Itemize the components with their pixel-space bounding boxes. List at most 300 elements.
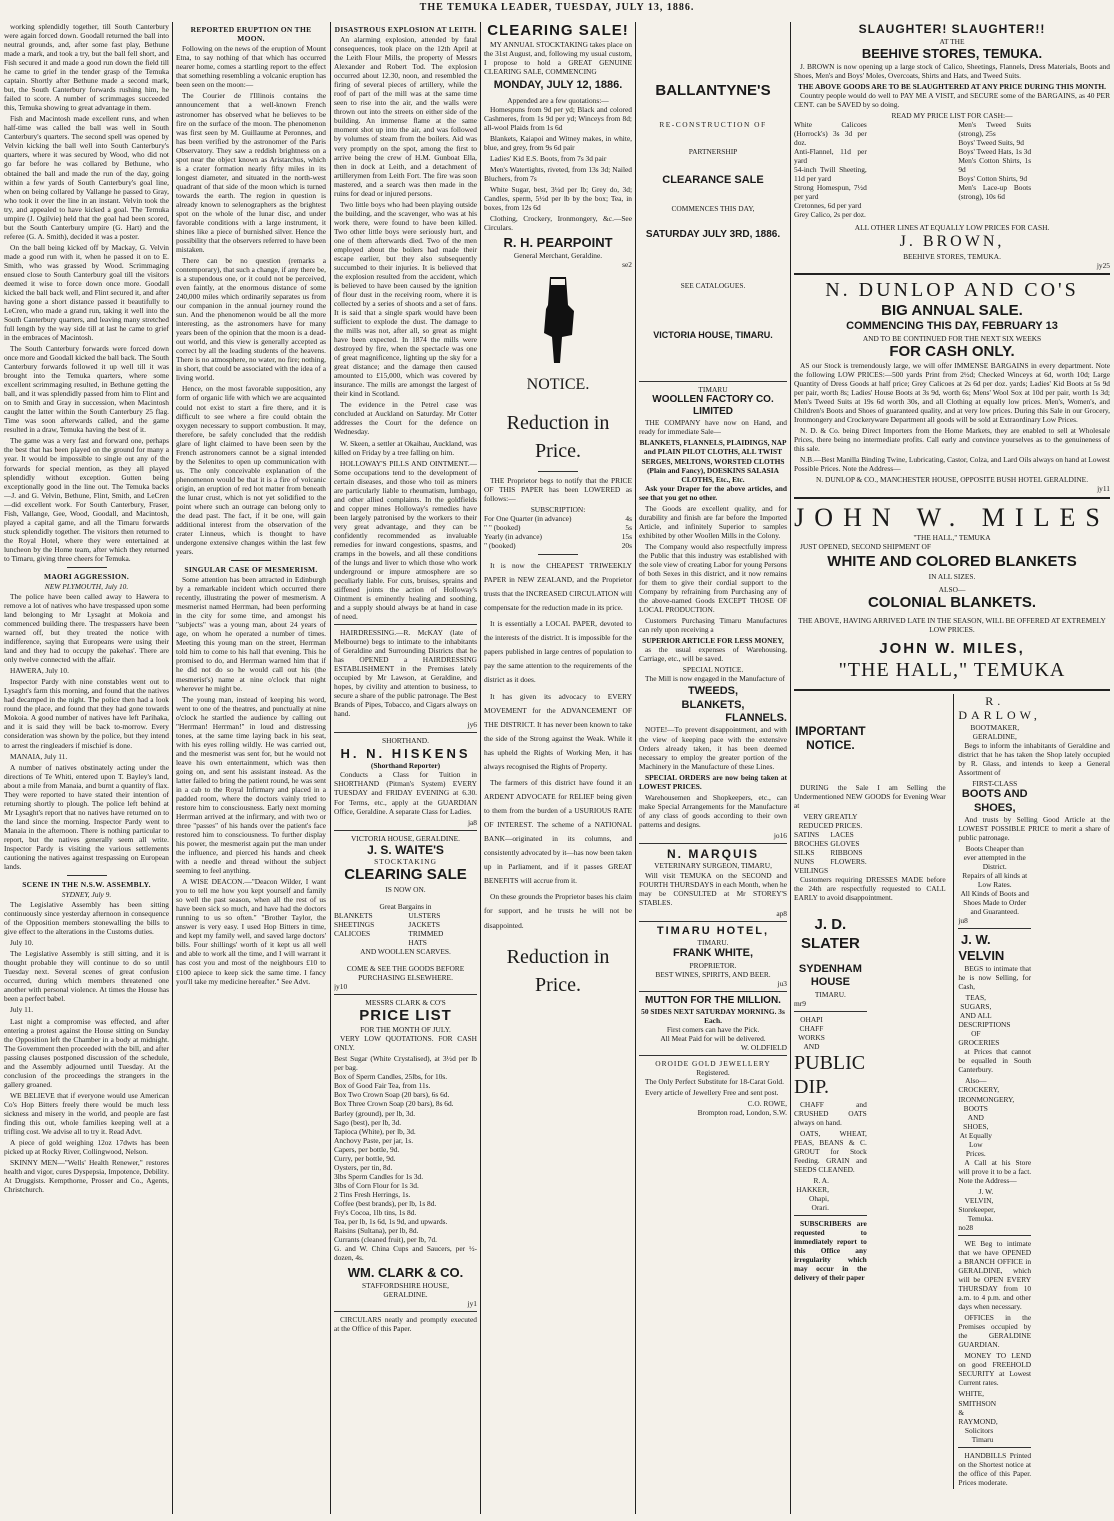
clearing-sale-quotations: Appended are a few quotations:—: [507, 95, 609, 105]
waite-now: IS NOW ON.: [385, 884, 426, 894]
oroide-title: OROIDE GOLD JEWELLERY: [655, 1058, 771, 1068]
list-item: CALICOES: [334, 928, 371, 938]
mesmerism-article: [176, 575, 326, 985]
note-para: NOTE!—To prevent disappointment, and with the view of keeping pace with the extensive Orders already taken, it has been deemed necessary to employ the greater portion of the Machinery in the Manufacture of these Lines.: [639, 725, 787, 771]
paragraph: HAWERA, July 10.: [10, 666, 69, 676]
clark-intro: VERY LOW QUOTATIONS. FOR CASH ONLY.: [334, 1034, 477, 1053]
waite-scarves: AND WOOLLEN SCARVES.: [360, 946, 451, 956]
brown-name: J. BROWN,: [899, 233, 1005, 251]
brown-para: J. BROWN is now opening up a large stock of Calico, Sheetings, Flannels, Dress Materials, Boots and Shoes, Men's and Boys' Moles, Overcoats, Shirts and Hats, and Tweed Suits.: [794, 61, 1110, 80]
hotel-town: TIMARU.: [697, 938, 729, 948]
clark-title: MESSRS CLARK & CO'S: [365, 997, 446, 1007]
price-item: Currants (cleaned fruit), per lb, 7d.: [334, 1234, 438, 1244]
miles-hall-2: "THE HALL," TEMUKA: [838, 659, 1066, 682]
sale-item: White Sugar, best, 3¼d per lb; Grey do, 3d; Candles, sperm, 5½d per lb by the box; Tea, in boxes, from 12s 6d: [484, 185, 632, 213]
price-item: G. and W. China Cups and Saucers, per ½-dozen, 4s.: [334, 1243, 477, 1262]
waite-bargains: Great Bargains in: [379, 901, 432, 911]
velvin-name: J. W. VELVIN: [958, 932, 1005, 964]
price-item: Boys' Cotton Shirts, 9d: [958, 173, 1028, 183]
hotel-owner: FRANK WHITE,: [672, 947, 754, 960]
price-item: 3lbs Sperm Candles for 1s 3d.: [334, 1171, 424, 1181]
oroide-only: The Only Perfect Substitute for 18-Carat Gold.: [645, 1077, 784, 1087]
subscription-row: [484, 514, 632, 523]
dunlop-big-sale: BIG ANNUAL SALE.: [881, 302, 1023, 320]
woollen-town: TIMARU: [698, 384, 728, 394]
list-item: SHEETINGS: [334, 919, 375, 929]
paragraph: July 10.: [10, 938, 34, 948]
darlow-first-class: FIRST-CLASS: [972, 779, 1018, 789]
ad-tag: jy10: [334, 981, 348, 991]
miles-name-2: JOHN W. MILES,: [879, 640, 1025, 658]
price-item: Grey Calico, 2s per doz.: [794, 210, 866, 220]
price-item: Men's Lace-up Boots (strong), 10s 6d: [958, 182, 1032, 201]
pearpoint-name: R. H. PEARPOINT: [503, 235, 613, 251]
subscription-price: 4s: [625, 513, 632, 523]
velvin-para: BEGS to intimate that he is now Selling, for Cash,: [958, 964, 1032, 992]
price-item: Tea, per lb, 1s 6d, 1s 9d, and upwards.: [334, 1216, 448, 1226]
dunlop-cash: FOR CASH ONLY.: [889, 342, 1015, 360]
chaff-para: CHAFF and CRUSHED OATS always on hand.: [794, 1099, 867, 1127]
bottom-ads: [794, 689, 1110, 1489]
price-item: 3lbs of Corn Flour for 1s 3d.: [334, 1180, 419, 1190]
brown-slaughtered: THE ABOVE GOODS ARE TO BE SLAUGHTERED AT ANY PRICE DURING THIS MONTH.: [797, 81, 1107, 91]
miles-also: ALSO—: [938, 584, 966, 594]
price-item: Boys' Tweed Suits, 9d: [958, 137, 1024, 147]
slaughter-title: SLAUGHTER! SLAUGHTER!!: [858, 22, 1046, 36]
paragraph: The Goods are excellent quality, and for durability and finish are far before the Imported Article, and infinitely Superior to samples exhibited by other Woollen Mills in the Colony.: [639, 503, 787, 540]
subscribers-text: SUBSCRIBERS are requested to immediately report to this Office any irregularity which may occur in the delivery of their paper: [794, 1219, 867, 1283]
ad-tag: jy1: [467, 1298, 477, 1308]
price-item: Box Three Crown Soap (20 bars), 8s 6d.: [334, 1099, 454, 1109]
list-item: JACKETS: [408, 919, 440, 929]
hakker: R. A. HAKKER,: [796, 1175, 829, 1195]
mutton-title: MUTTON FOR THE MILLION.: [645, 994, 781, 1006]
subscription-price: 20s: [621, 540, 632, 550]
price-item: Anchovy Paste, per jar, 1s.: [334, 1135, 414, 1145]
oroide-addr: Brompton road, London, S.W.: [697, 1108, 787, 1118]
column-rule: [480, 22, 481, 1514]
waite-ad: [334, 830, 477, 991]
mutton-ad: [639, 991, 787, 1052]
slater-name: J. D. SLATER: [800, 916, 860, 952]
darlow-name: R. DARLOW,: [958, 693, 1041, 723]
goods-item: BROCHES: [794, 839, 829, 849]
price-item: White Calicoes (Horrock's) 3s 3d per doz.: [794, 119, 867, 147]
notice-heading: NOTICE.: [526, 376, 590, 394]
marquis-name: N. MARQUIS: [667, 846, 759, 861]
woollen-ad: [639, 381, 787, 840]
sale-item: Blankets, Kaiapoi and Witney makes, in white, blue, and grey, from 9s 6d pair: [484, 133, 632, 152]
ballantyne-title: BALLANTYNE'S: [655, 82, 771, 99]
paragraph: MANAIA, July 11.: [10, 751, 68, 761]
clark-ad: [334, 994, 477, 1308]
woollen-goods: BLANKETS, FLANNELS, PLAIDINGS, NAP and PLAIN PILOT CLOTHS, ALL TWIST SERGES, MELTONS, WORSTED CLOTHS (Plain and Fancy), DOESKINS SALASIA CLOTHS, Etc., Etc.: [639, 438, 787, 484]
waite-sale: CLEARING SALE: [344, 866, 467, 884]
paragraph: The Legislative Assembly has been sitting continuously since yesterday afternoon in consequence of the Opposition members stonewalling the bills to give effect to the alterations in the Customs duties.: [4, 900, 169, 937]
partnership: PARTNERSHIP: [688, 147, 738, 157]
paragraph: July 11.: [10, 1005, 34, 1015]
mutton-sides: 50 SIDES NEXT SATURDAY MORNING. 3s Each.: [641, 1006, 785, 1025]
oroide-registered: Registered.: [696, 1067, 730, 1077]
pearpoint-sub: General Merchant, Geraldine.: [513, 251, 603, 261]
dunlop-para: AS our Stock is tremendously large, we will offer IMMENSE BARGAINS in every department. Note the following LOW PRICES:—500 yards Print from 2½d; Checked Winceys at 6d, worth 10d; Large Quantity of Dress Goods at half price; Grey Calicoes at 2s 6d per doz. yards; Ladies' Kid Boots at 5s 9d per pair, worth 8s; Ladies' House Boots at 3s 9d, worth 6s; Mens' Wool Sox at 10d per pair, worth 1s 3d; Men's Tweed Suits at 19s 6d worth 30s, and all Clothing at equally low prices. Men's, Women's, and Children's Boots and Shoes of guaranteed quality, and at very low prices. During this Sale in our Grocery, Ironmongery and Crockeryware Department all goods will be sold at Extraordinary Low Prices.: [794, 361, 1110, 425]
paragraph: A number of natives obstinately acting under the directions of Te Whiti, entered upon T. Bayley's land, about a mile from Manaia, and burnt a quantity of flax. They were reported to have stated their intention of returning shortly to plough. The police left behind at Mr Lysaght's report that no natives have returned on to the land since the morning. Inspector Pardy went to Manaia in the afternoon. There is nothing particular to report, but the natives generally seem all write. Inspector Pardy is visiting the various settlements cautioning the natives against trespassing on European lands.: [4, 762, 169, 871]
reduction-heading-2: Reduction in Price.: [506, 945, 610, 996]
darlow-cheaper: Boots Cheaper than ever attempted in the District.: [963, 844, 1026, 872]
subscription-row: [484, 523, 632, 532]
paragraph: WE BELIEVE that if everyone would use American Co's Hop Bitters freely there would be much less sickness and misery in the world, and people are fast finding this out, whole families keeping well at a trifling cost. We advise all to try it. Read Advt.: [4, 1090, 169, 1136]
paragraph: The South Canterbury forwards were forced down once more and Goodall kicked the ball back. The South Canterbury forwards followed it up well till it was brought into the Temuka quarters, where some excellent scrimmaging resulted, in Bethune getting the ball, and it was splendidly passed from him to Flint and on to Smith and Gray in succession, when Macintosh caught the latter within the South Canterbury 25 flag. Time was soon afterwards called, and the game resulted in a draw, Temuka having the best of it.: [4, 344, 169, 435]
football-report: [4, 22, 169, 563]
maori-dateline: NEW PLYMOUTH, July 10.: [44, 581, 129, 591]
hotel-name: TIMARU HOTEL,: [656, 924, 770, 937]
ohapi-works: OHAPI CHAFF WORKS: [798, 1014, 825, 1042]
important-during: DURING the Sale I am Selling the Undermentioned NEW GOODS for Evening Wear at: [794, 782, 946, 811]
paragraph: Inspector Pardy with nine constables went out to Lysaght's farm this morning, and found that the natives had decamped in the night. The police then had a look round the place, and found that they had gone towards Mokoia. A good number of natives have left Parihaka, and it is said they will be back to-morrow. Every consideration was shown by the police, but they intend to arrest the ringleaders if mischief is done.: [4, 677, 169, 750]
price-item: Strong Homespun, 7½d per yard: [794, 182, 867, 201]
important-reduced: VERY GREATLY REDUCED PRICES.: [798, 812, 863, 831]
subscription-label: " " (booked): [484, 522, 521, 532]
waite-place: VICTORIA HOUSE, GERALDINE.: [350, 833, 461, 843]
column-rule: [330, 22, 331, 1514]
subscription-label: For One Quarter (in advance): [484, 513, 572, 523]
brown-addr: BEEHIVE STORES, TEMUKA.: [903, 251, 1001, 261]
shorthand-sub: (Shorthand Reporter): [370, 761, 441, 771]
price-item: Curry, per bottle, 9d.: [334, 1153, 396, 1163]
ohapi-and: AND: [803, 1041, 820, 1051]
sale-item: Men's Watertights, riveted, from 13s 3d; Nailed Bluchers, from 7s: [484, 165, 632, 184]
paragraph: A piece of gold weighing 12oz 17dwts has been picked up at Rocky River, Collingwood, Nelson.: [4, 1137, 169, 1156]
paragraph: On the ball being kicked off by Mackay, G. Velvin made a good run with it, when he passed it on to E. Smith, who was grassed by Wood. Scrimmaging ensued close to South Canterbury goal till the visitors deemed it wise to force down once more. Goodall kicked the ball back well, and Flint secured it, and after having gone a short distance passed it beautifully to LeCren, who made a grand run, taking it well into the South Canterbury quarters, and leaving many stretched full length by the way side till at last he came to grief in the embraces of Macintosh.: [4, 242, 169, 343]
list-item: TRIMMED HATS: [408, 928, 444, 947]
price-item: Box of Sperm Candles, 25lbs, for 10s.: [334, 1072, 448, 1082]
hotel-best: BEST WINES, SPIRITS, AND BEER.: [655, 969, 771, 979]
ad-tag: jy11: [1097, 484, 1110, 494]
velvin-call: A Call at his Store will prove it to be a fact. Note the Address—: [958, 1157, 1032, 1185]
price-item: Boys' Tweed Hats, 1s 3d: [958, 146, 1032, 156]
goods-item: SATINS: [794, 830, 820, 840]
subscription-price: 15s: [621, 531, 632, 541]
paragraph: The police have been called away to Hawera to remove a lot of natives who have trespassed upon some land belonging to Mr Lysaght at Mokoia and commenced building there. The trespassers have been warned off, but they treated the notice with indifference, saying that Europeans were using their land and they had to occupy the pakehas'. There are only twelve connected with the affair.: [4, 592, 169, 665]
oroide-every: Every article of Jewellery Free and sent post.: [645, 1088, 779, 1098]
paragraph: Two little boys who had been playing outside the building, and the scavenger, who was at his work there, were found to have been killed. Two other little boys were seriously hurt, and one of them afterwards died. Two of the men employed about the boilers had made their escape earlier, but they also subsequently succumbed to their injuries. It is believed that the explosion resulted from the accident, which is believed to have been caused by the ignition of flour dust in the receiving room, where it is collected by a series of shoots and a set of fans. It is said that a single spark would have been sufficient to explode the dust. The damage to the mills was not, after all, so great as might have been expected. In 1874 the mills were destroyed by fire, when the spectacle was one of great magnificence, lighting up the sky for a great distance; and the damage then caused amounted to £15,000, which was covered by insurance. The mills are amongst the largest of their kind in Scotland.: [334, 199, 477, 399]
circulars-ad: [334, 1311, 477, 1333]
usual: as the usual expenses of Warehousing, Carriage, etc., will be saved.: [639, 645, 787, 664]
price-item: Coffee (best brands), per lb, 1s 8d.: [334, 1198, 437, 1208]
branch-firm: WHITE, SMITHSON & RAYMOND,: [958, 1389, 998, 1426]
beehive-title: BEEHIVE STORES, TEMUKA.: [861, 45, 1043, 61]
list-item: BLANKETS: [334, 910, 373, 920]
circulars-text: CIRCULARS neatly and promptly executed at the Office of this Paper.: [334, 1314, 477, 1334]
oldfield: W. OLDFIELD: [740, 1042, 787, 1052]
branch-money: MONEY TO LEND on good FREEHOLD SECURITY at Lowest Current rates.: [958, 1351, 1032, 1388]
paragraph: It is now the CHEAPEST TRIWEEKLY PAPER in NEW ZEALAND, and the Proprietor trusts that the INCREASED CIRCULATION will compensate for the reduction made in its price.: [484, 560, 632, 613]
subscription-heading: SUBSCRIPTION:: [530, 504, 586, 514]
ad-tag: ja8: [467, 817, 477, 827]
ohapi-place: Ohapi, Orari.: [809, 1194, 829, 1213]
paragraph: W. Skeen, a settler at Okaihau, Auckland, was killed on Friday by a tree falling on him.: [334, 438, 477, 457]
ohapi-ad: [794, 1011, 867, 1212]
special-notice: SPECIAL NOTICE.: [682, 665, 744, 675]
blankets: BLANKETS,: [681, 698, 745, 711]
brown-price-list: [794, 120, 1110, 219]
miles-title: JOHN W. MILES: [794, 502, 1110, 532]
paragraph: On these grounds the Proprietor bases his claim for support, and he trusts he will not be disappointed.: [484, 892, 632, 930]
assembly-report: [4, 900, 169, 1194]
goods-grid: [794, 830, 867, 875]
price-item: Tapioca (White), per lb, 3d.: [334, 1126, 416, 1136]
paragraph: Hence, on the most favorable supposition, any form of organic life with which we are acquainted could not exist to start a fire there, and it is difficult to see where a fire could obtain the oxygen necessary to support combustion. It may, therefore, be safely concluded that the reddish glare of light claimed to have been seen by the French astronomers cannot be a signal intended by the Selenites to open up communication with us. The only conceivable explanation of the phenomenon would be that it is a fire of volcanic origin, an eruption of red hot matter from beneath the lunar crust, which is not yet solidified to the point where such an outrage can belong only to the dead past. The fact, if it be one, will gain additional interest from the observation of the crater Linneus, which is thought to have undergone extensive changes within the last few years.: [176, 384, 326, 556]
woollen-intro: THE COMPANY have now on Hand, and ready for immediate Sale—: [639, 418, 787, 437]
column-1: [4, 22, 169, 1512]
darlow-bootmaker: BOOTMAKER,: [970, 722, 1020, 732]
commences: COMMENCES THIS DAY,: [671, 203, 755, 213]
dunlop-addr: N. DUNLOP & CO., MANCHESTER HOUSE, OPPOSITE BUSH HOTEL GERALDINE.: [815, 475, 1089, 485]
branch-solicitors: Solicitors Timaru: [964, 1425, 994, 1444]
list-item: ULSTERS: [408, 910, 441, 920]
dunlop-continued: AND TO BE CONTINUED FOR THE NEXT SIX WEEKS: [862, 333, 1042, 343]
woollen-ask: Ask your Draper for the above articles, and see that you get no other.: [639, 483, 787, 502]
miles-white-colored: WHITE AND COLORED BLANKETS: [827, 553, 1077, 571]
velvin-store: Storekeeper, Temuka.: [958, 1204, 996, 1223]
clearing-sale-intro: MY ANNUAL STOCKTAKING takes place on the 31st August, and, following my usual custom, I propose to hold a GREAT GENUINE CLEARING SALE, COMMENCING: [484, 40, 632, 77]
ad-tag: ju8: [958, 916, 968, 926]
paragraph: It has given its advocacy to EVERY MOVEMENT for the ADVANCEMENT OF THE DISTRICT. It has never been known to take the side of the Strong against the Weak. While it has upheld the Rights of Working Men, it has always recognised the Rights of Property.: [484, 691, 632, 771]
tweeds: TWEEDS,: [687, 685, 739, 698]
mutton-paid: All Meat Paid for will be delivered.: [660, 1033, 766, 1043]
ad-tag: jy6: [467, 720, 477, 730]
velvin-prices: at Prices that cannot be equalled in South Canterbury.: [958, 1047, 1032, 1075]
paragraph: An alarming explosion, attended by fatal consequences, took place on the 12th April at the Leith Flour Mills, the property of Messrs Alexander and Robert Tod. The explosion occurred about 12.30, noon, and resembled the firing of several pieces of artillery, while the roof of part of the mill was at the same time seen to rise into the air, and the walls were thrown out into the streets on either side of the building. An immense flame at the same moment shot up into the air, and was followed by volumes of steam from the boilers. Aid was very promptly on the spot, among the first to arrive being the crew of H.M. Gunboat Ella, then in dock at Leith, and a detachment of artillerymen from Leith Fort. The fire was soon mastered, and a search was then made in the ruins for dead or injured persons.: [334, 35, 477, 198]
column-rule: [790, 22, 791, 1514]
price-item: Anti-Flannel, 11d per yard: [794, 146, 867, 165]
reduction-heading: Reduction in Price.: [506, 411, 610, 462]
price-item: Box of Good Fair Tea, from 11s.: [334, 1081, 431, 1091]
paragraph: HOLLOWAY'S PILLS AND OINTMENT.—Some occupations tend to the development of certain diseases, and those who toil as miners are particularly liable to rheumatism, lumbago, and other allied complaints. In the goldfields and copper mines Holloway's remedies have been largely patronised by the workers to their very great advantage, and they can be confidently recommended as invaluable remedies for inward congestions, spasms, and cramps in the bowels, and all these conditions of the lungs and liver to which those who work underground or impure atmosphere are so peculiarly liable. For cuts, bruises, sprains and stiffened joints the action of Holloway's Ointment is eminently healing and soothing, and a supply should always be at hand in case of need.: [334, 458, 477, 622]
sale-item: Ladies' Kid E.S. Boots, from 7s 3d pair: [490, 154, 607, 164]
paragraph: The evidence in the Petrel case was concluded at Auckland on Saturday. Mr Cotter addresses the Court for the defence on Wednesday.: [334, 400, 477, 437]
velvin-sign: J. W. VELVIN,: [964, 1186, 994, 1205]
sale-item: Clothing, Crockery, Ironmongery, &c.—See Circulars.: [484, 214, 632, 233]
ad-tag: jy25: [1096, 260, 1110, 270]
ad-tag: mr9: [794, 998, 806, 1008]
eruption-article: [176, 44, 326, 556]
superior: SUPERIOR ARTICLE FOR LESS MONEY,: [642, 636, 784, 646]
column-6: [794, 22, 1110, 1512]
cheapest-text: [484, 559, 632, 933]
mill-busy: The Mill is now engaged in the Manufacture of: [645, 674, 785, 684]
important-notice: IMPORTANT NOTICE.: [795, 723, 866, 753]
sydenham-house: SYDENHAM HOUSE: [798, 962, 862, 989]
clearing-sale-items: [484, 105, 632, 232]
maori-heading: MAORI AGGRESSION.: [43, 571, 130, 581]
ad-tag: no28: [958, 1222, 974, 1232]
subscribers-ad: [794, 1215, 867, 1282]
woollen-paras: [639, 504, 787, 634]
mesmerism-heading: SINGULAR CASE OF MESMERISM.: [184, 565, 318, 575]
subscription-row: [484, 532, 632, 541]
subscription-price: 5s: [625, 522, 632, 532]
velvin-also: Also—: [965, 1076, 987, 1086]
bottom-right-ads: [953, 694, 1110, 1489]
dresses-note: Customers requiring DRESSES MADE before the 24th are respectfully requested to CALL EARLY to avoid disappointment.: [794, 875, 946, 903]
price-item: Capers, per bottle, 9d.: [334, 1144, 400, 1154]
paragraph: The Legislative Assembly is still sitting, and it is thought probable they will continue to do so until Tuesday next. Several scenes of great confusion occurred, during which members threatened one another with personal violence. At times the House has been a perfect babel.: [4, 949, 169, 1004]
price-item: Barley (ground), per lb, 3d.: [334, 1108, 416, 1118]
goods-item: SILKS: [794, 848, 815, 858]
darlow-repairs: Repairs of all kinds at Low Rates.: [962, 871, 1028, 890]
paragraph: The farmers of this district have found it an ARDENT ADVOCATE for RELIEF being given to them from the burden of a USURIOUS RATE OF INTEREST. The scheme of a NATIONAL BANK—originated in its columns, and consistently advocated by it—has now been taken up in Parliament, and if it passes GREAT BENEFITS will accrue from it.: [484, 777, 632, 886]
branch-ad: [958, 1235, 1031, 1444]
shorthand-label: SHORTHAND.: [382, 736, 429, 746]
paragraph: Following on the news of the eruption of Mount Etna, to say nothing of that which has occurred nearer home, comes a startling report to the effect that something resembling a volcanic eruption has been seen on the moon:—: [176, 44, 326, 90]
price-item: 54-inch Twill Sheeting, 11d per yard: [794, 164, 867, 183]
masthead: THE TEMUKA LEADER, TUESDAY, JULY 13, 1886.: [419, 2, 695, 13]
paragraph: There can be no question (remarks a contemporary), that such a change, if any there be, is a stupendous one, or it could not be perceived, even faintly, at the enormous distance of some 240,000 miles which ordinarily separates us from our companion in the annual journey round the sun. And the phenomenon would be all the more interesting, as the astronomers have for many years been of the opinion that the moon is a dead-out world, and this view is generally accepted as correct by all the leading students of the heavens. There is no atmosphere, no water, no fire; nothing, in short, that could be associated with the idea of a living world.: [176, 256, 326, 383]
miles-hall: "THE HALL," TEMUKA: [913, 533, 991, 543]
price-item: Cretonnes, 6d per yard: [794, 200, 862, 210]
oroide-name: C.O. ROWE,: [747, 1099, 787, 1109]
miles-ad: [794, 497, 1110, 683]
ad-tag: ap8: [776, 908, 787, 918]
price-item: Best Sugar (White Crystalised), at 3½d per lb per bag.: [334, 1054, 477, 1073]
miles-sizes: IN ALL SIZES.: [928, 571, 976, 581]
velvin-ad: [958, 928, 1031, 1232]
column-2: [176, 22, 326, 1512]
paragraph: The game was a very fast and forward one, perhaps the best that has been played on the ground for many a year. It would be impossible to single out any of the forwards for special mention, as they all played splendidly without exception. Gutten being exceptionally good in the line out. The Temuka backs—J. and G. Velvin, Bethune, Flint, Smith, and LeCren—did excellent work. For South Canterbury, Fraser, Fish, Vallange, Gee, Wood, Goodall, and Macintosh, played a capital game, and all the Timaru forwards stuck splendidly together. The visitors then returned to the Royal Hotel, where they were entertained at luncheon by the Home team, after which they returned to Timaru, giving three cheers for Temuka.: [4, 436, 169, 563]
paragraph: It is essentially a LOCAL PAPER, devoted to the interests of the district. It is impossible for the papers published in large centres of population to pay the same attention to the requirements of the district as it does.: [484, 619, 632, 685]
explosion-heading: DISASTROUS EXPLOSION AT LEITH.: [334, 25, 477, 34]
dunlop-nb2: N.B.—Best Manilla Binding Twine, Lubricating, Castor, Colza, and Lard Oils always on hand at Lowest Possible Prices. Note the Address—: [794, 455, 1110, 474]
reconstruction: RE-CONSTRUCTION OF: [659, 120, 767, 130]
waite-name: J. S. WAITE'S: [367, 842, 444, 857]
column-4: [484, 22, 632, 1512]
miles-just-opened: JUST OPENED, SECOND SHIPMENT OF: [800, 542, 931, 552]
waite-come: COME & SEE THE GOODS BEFORE PURCHASING ELSEWHERE.: [346, 963, 465, 982]
pointing-hand-icon: [538, 275, 578, 365]
price-item: Box Two Crown Soap (20 bars), 6s 6d.: [334, 1090, 450, 1100]
column-3: [334, 22, 477, 1512]
at-the: AT THE: [939, 36, 965, 46]
paragraph: Fish and Macintosh made excellent runs, and when half-time was called the ball was well in South Canterbury's quarters. The second spell was opened by Velvin kicking the ball well into South Canterbury's quarters, where it was secured by Wood, who did not go far before he was collared by Bethune, who obtained the ball and made the run of the day, going within a few yards of South Canterbury's goal line, when on being collared by Vallange he passed to Gray, who took it over the line in an instant. Velvin took the try, and appealed to have kicked a goal. The Temuka umpire (J. Ogilvie) held that the goal had been scored, but the South Canterbury umpire (G. Hart) and the referee (G. A. Smith), decided it was a poster.: [4, 114, 169, 241]
branch-para: WE Beg to intimate that we have OPENED a BRANCH OFFICE in GERALDINE, which will be OPEN EVERY THURSDAY from 10 a.m. to 4 p.m. and other days when necessary.: [958, 1238, 1032, 1312]
paragraph: Last night a compromise was effected, and after entering a protest against the House sitting on Sunday the Opposition left the Chamber in a body at midnight. The Government then proceeded with the bill, and after passing clauses postponed discussion of the schedule, and the Assembly adjourned until Tuesday. At the conclusion of the proceedings the strangers in the gallery groaned.: [4, 1016, 169, 1089]
clark-price-list: PRICE LIST: [359, 1006, 452, 1024]
subscription-label: Yearly (in advance): [484, 531, 542, 541]
shorthand-ad: [334, 732, 477, 826]
saturday-date: SATURDAY JULY 3RD, 1886.: [645, 228, 781, 240]
darlow-boots: BOOTS AND SHOES,: [961, 788, 1028, 814]
paragraph: Some attention has been attracted in Edinburgh by a remarkable incident which occurred there recently, illustrating the power of mesmerism. A mesmerist named Herrman, had been performing in the city for some time, and amongst his "subjects" was a young man, about 24 years of age, on whom he operated a number of times. Meeting this young man on the street, Herrman told him to come to his hall that evening. This he promised to do, and Herrman warned him that if he did not do so he would call out his (the mesmerist's) name at nine o'clock that night wherever he might be.: [176, 575, 326, 693]
brown-list-heading: READ MY PRICE LIST FOR CASH:—: [891, 110, 1013, 120]
velvin-crockery: CROCKERY, IRONMONGERY, BOOTS AND SHOES,: [958, 1085, 1015, 1131]
proprietor-notice: THE Proprietor begs to notify that the PRICE OF THIS PAPER has been LOWERED as follows:—: [484, 475, 632, 503]
clearing-sale-date: MONDAY, JULY 12, 1886.: [493, 79, 623, 92]
brown-country: Country people would do well to PAY ME A VISIT, and SECURE some of the BARGAINS, as 40 PER CENT. can be SAVED by so doing.: [794, 90, 1110, 109]
dunlop-title: N. DUNLOP AND CO'S: [825, 278, 1079, 301]
vet-title: VETERINARY SURGEON, TIMARU,: [654, 861, 772, 871]
hairdressing-text: HAIRDRESSING.—R. McKAY (late of Melbourne) begs to intimate to the inhabitants of Geraldine and Surrounding Districts that he has OPENED a HAIRDRESSING ESTABLISHMENT in the Premises lately occupied by Mr Lawson, at Geraldine, and hopes, by civility and attention to business, to secure a share of the public patronage. The Best Brands of Pipes, Tobacco, and Cigars always on hand.: [334, 628, 477, 719]
flannels: FLANNELS.: [725, 712, 787, 725]
column-rule: [635, 22, 636, 1514]
price-item: Men's Tweed Suits (strong), 25s: [958, 119, 1032, 138]
paragraph: The Courier de l'Illinois contains the announcement that a well-known French astronomer has observed what he believes to be fire on the surface of the moon. The phenomenon was first seen by M. Guillaume at Peronnes, and has been verified by the astronomer of the Paris Observatory. They saw a reddish brightness on a spot near the object known as Aristarchus, which is a crater formation nearly fifty miles in its longest diameter, and situated in the north-west quadrant of that side of the moon which is turned towards the earth. The region in question is already known to selenographers as the brightest spot on the whole of the lunar disc, and under favorable conditions with a large instrument, it shines like a piece of burnished silver. Hence the possibility that the observers referred to have been mistaken.: [176, 91, 326, 254]
paragraph: The Company would also respectfully impress the Public that this industry was established with the sole view of creating Labor for young Persons of both Sexes in this district, and it now remains for them to give their cordial support to the Company by refraining from Purchasing any of the above-named Goods EXCEPT THOSE OF LOCAL PRODUCTION.: [639, 541, 787, 615]
hotel-ad: [639, 921, 787, 988]
goods-item: GLOVES: [830, 839, 860, 849]
maori-report: [4, 592, 169, 871]
clark-items: [334, 1054, 477, 1262]
velvin-goods: TEAS, SUGARS, AND ALL DESCRIPTIONS OF GROCERIES: [958, 993, 1011, 1048]
darlow-all: All Kinds of Boots and Shoes Made to Order and Guaranteed.: [960, 889, 1030, 917]
branch-offices: OFFICES in the Premises occupied by the GERALDINE GUARDIAN.: [958, 1313, 1032, 1350]
goods-item: FLOWERS.: [830, 857, 867, 867]
paragraph: A WISE DEACON.—"Deacon Wilder, I want you to tell me how you kept yourself and family so well the past season, when all the rest of us have been sick so much, and have had the doctors running to us so often." "Brother Taylor, the answer is very easy. I used Hop Bitters in time, and kept my family well, and saved large doctors' bills. Four shillings' worth of it kept us all well and able to work all the time, and I will warrant it has cost you and most of the neighbours £10 to £100 apiece to keep sick the same time. I fancy you'll take my medicine hereafter." See Advt.: [176, 877, 326, 986]
goods-item: RIBBONS: [830, 848, 863, 858]
dunlop-nb: N. D. & Co. being Direct Importers from the Home Markets, they are enabled to sell at Wholesale Prices, there being no intermediate profits. Call early and convince yourselves as to the genuineness of this sale.: [794, 426, 1110, 454]
subscription-row: [484, 541, 632, 550]
subscription-label: " (booked): [484, 540, 516, 550]
price-item: Men's Cotton Shirts, 1s 9d: [958, 155, 1032, 174]
column-rule: [172, 22, 173, 1514]
velvin-low: At Equally Low Prices.: [959, 1130, 992, 1158]
ad-tag: jo16: [773, 830, 787, 840]
waite-stocktaking: STOCKTAKING: [374, 857, 437, 867]
brown-other: ALL OTHER LINES AT EQUALLY LOW PRICES FOR CASH.: [854, 223, 1050, 233]
goods-item: NUNS VEILINGS: [794, 857, 829, 876]
see-catalogues: SEE CATALOGUES.: [680, 280, 746, 290]
oats-para: OATS, WHEAT, PEAS, BEANS & C. GROUT for Stock Feeding. GRAIN and SEEDS CLEANED.: [794, 1128, 867, 1174]
warehouse-para: Warehousemen and Shopkeepers, etc., can make Special Arrangements for the Manufacture of any class of goods according to their own patterns and designs.: [639, 792, 787, 829]
dunlop-commencing: COMMENCING THIS DAY, FEBRUARY 13: [846, 320, 1058, 333]
clearance-sale: CLEARANCE SALE: [662, 174, 764, 187]
assembly-heading: SCENE IN THE N.S.W. ASSEMBLY.: [22, 879, 151, 889]
dunlop-ad: [794, 273, 1110, 494]
price-item: 2 Tins Fresh Herrings, 1s.: [334, 1189, 411, 1199]
darlow-para: Begs to inform the inhabitants of Geraldine and district that he has taken the Shop lately occupied by R. Glass, and intends to keep a General Assortment of: [958, 741, 1110, 778]
handbills-text: HANDBILLS Printed on the Shortest notice at the office of this Paper. Prices moderate.: [958, 1450, 1032, 1487]
clark-name: WM. CLARK & CO.: [347, 1265, 464, 1281]
price-item: Sago (best), per lb, 3d.: [334, 1117, 402, 1127]
waite-goods: [334, 911, 477, 947]
ad-tag: ju3: [777, 978, 787, 988]
slater-town: TIMARU.: [814, 989, 846, 999]
oroide-ad: [639, 1055, 787, 1117]
paragraph: Customers Purchasing Timaru Manufactures can rely upon receiving a: [639, 616, 787, 635]
miles-arrived: THE ABOVE, HAVING ARRIVED LATE IN THE SEASON, WILL BE OFFERED AT EXTREMELY LOW PRICES.: [798, 615, 1106, 634]
paragraph: working splendidly together, till South Canterbury were again forced down. Goodall returned the ball into neutral grounds, and, after some fast play, Bethune made a mark, and took a try, but the ball fell short, and Fish secured it and made a good run down the field till he came to grief in the tender grasp of the Temuka captain. Shortly after Bethune made a second mark, but, the South Canterbury forwards rushing him, he failed to score. A number of scrimmages succeeded this, Temuka showing to great advantage in them.: [4, 22, 169, 113]
shorthand-name: H. N. HISKENS: [340, 745, 471, 761]
vet-ad: [639, 843, 787, 918]
mutton-first: First comers can have the Pick.: [666, 1024, 760, 1034]
vet-text: Will visit TEMUKA on the SECOND and FOURTH THURSDAYS in each Month, when he may be CONSULTED at Mr STOREY'S STABLES.: [639, 870, 787, 907]
eruption-heading: REPORTED ERUPTION ON THE MOON.: [190, 25, 312, 44]
clark-month: FOR THE MONTH OF JULY.: [360, 1025, 451, 1035]
shorthand-text: Conducts a Class for Tuition in SHORTHAND (Pitman's System) EVERY TUESDAY and FRIDAY EVENING at 6.30. For Terms, etc., apply at the GUARDIAN Office, Geraldine. A separate Class for Ladies.: [334, 770, 477, 816]
darlow-sell: And trusts by Selling Good Article at the LOWEST POSSIBLE PRICE to merit a share of public patronage.: [958, 814, 1110, 843]
victoria-house: VICTORIA HOUSE, TIMARU.: [653, 330, 773, 341]
handbills-ad: [958, 1447, 1031, 1487]
subscription-table: [484, 514, 632, 550]
column-5: [639, 22, 787, 1512]
sale-item: Homespuns from 9d per yd; Black and colored Cashmeres, from 1s 9d per yd; Winceys from 8d; all-wool Plaids from 1s 6d: [484, 104, 632, 132]
price-item: Raisins (Sultana), per lb, 8d.: [334, 1225, 419, 1235]
paragraph: The young man, instead of keeping his word, went to one of the theatres, and punctually at nine o'clock he startled the audience by calling out "Herrman! Herrman!" in loud and distressing tones, at the same time laying back in his seat, with his eyes rolling wildly. He was carried out, and the mesmerist was sent for, but he would not leave his own entertainment, which was then going on, and sent his assistant instead. As the latter failed to bring the patient round, he was sent in a cab to the Royal Infirmary and placed in a padded room, where the doctors vainly tried to restore him to consciousness. Early next morning Herrman arrived at the infirmary, and with two or three "passes" of his hands over the patient's face restored him to consciousness. To further display his power, the mesmerist again put the man under the influence, and pierced his hands and cheek with a needle and thread without the subject seeming to feel anything.: [176, 694, 326, 876]
clearing-sale-title: CLEARING SALE!: [487, 22, 629, 39]
explosion-article: [334, 35, 477, 621]
ad-tag: se2: [622, 260, 632, 270]
woollen-title: WOOLLEN FACTORY CO. LIMITED: [652, 394, 774, 418]
